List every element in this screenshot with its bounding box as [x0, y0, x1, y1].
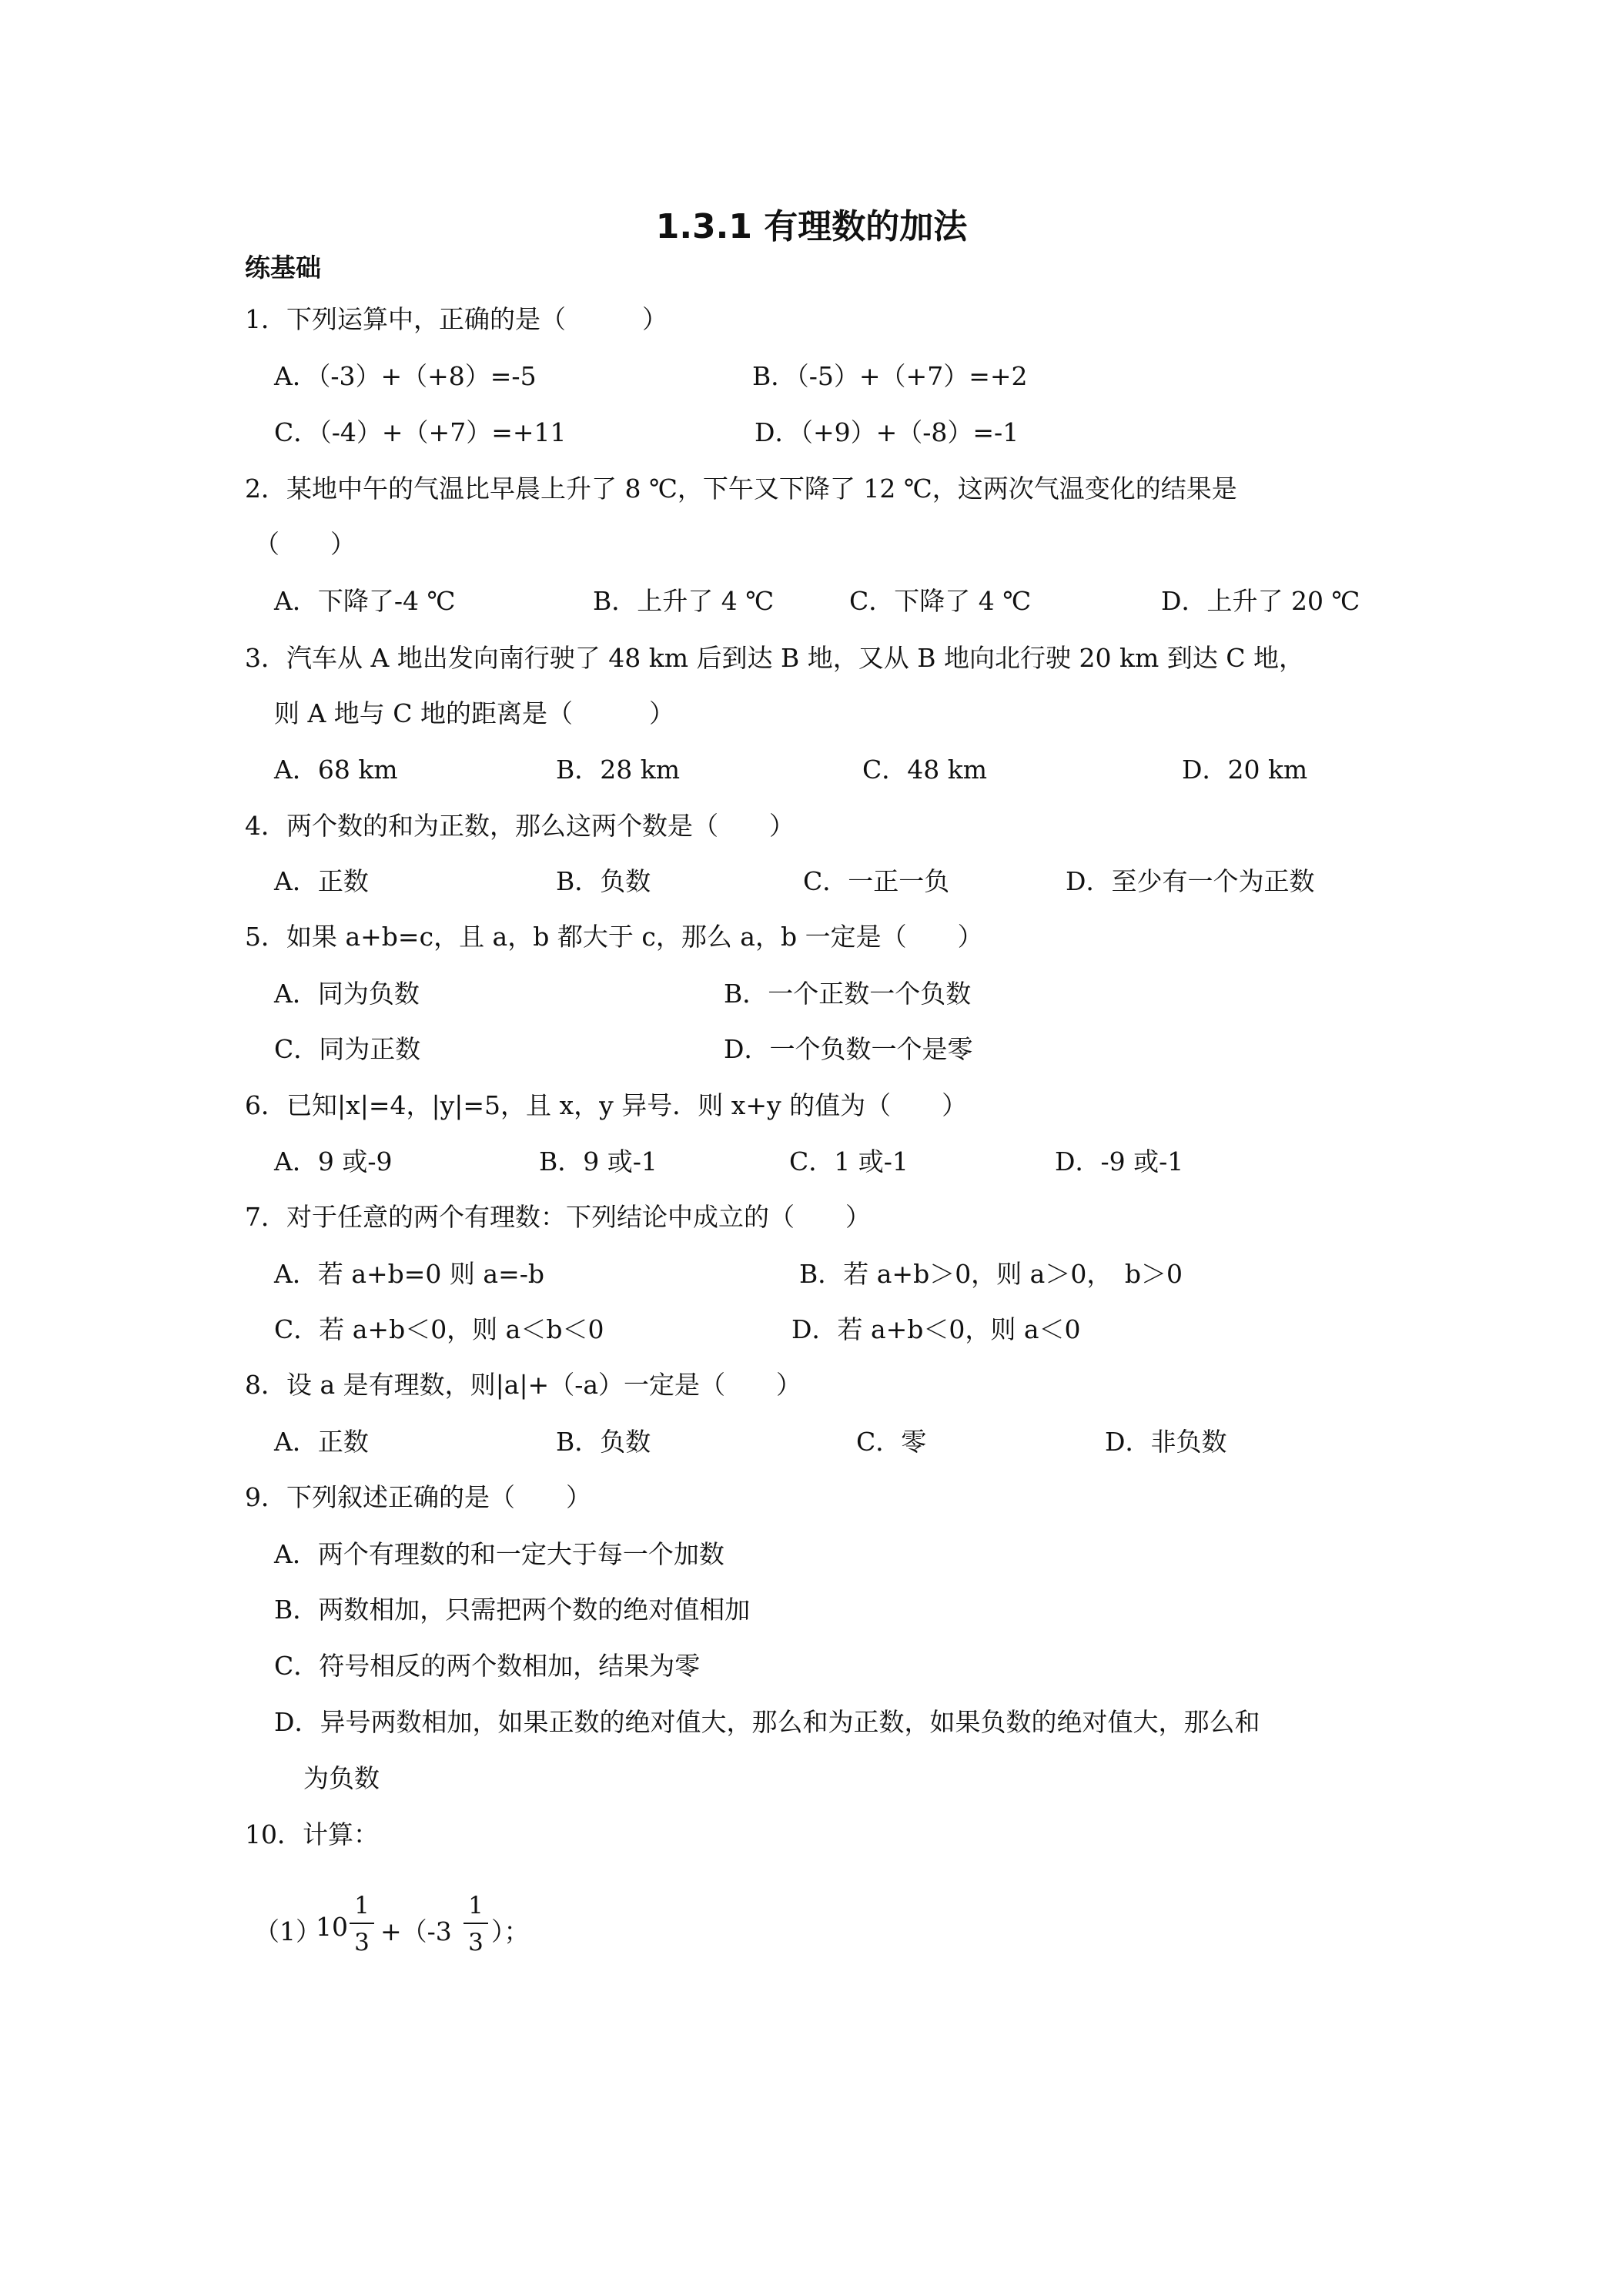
question-7-stem: 7．对于任意的两个有理数：下列结论中成立的（ ） [245, 1202, 871, 1232]
calc-item-1-label: （1） [254, 1916, 321, 1946]
question-9-stem: 9．下列叙述正确的是（ ） [245, 1482, 591, 1512]
question-4-option-c: C．一正一负 [803, 866, 950, 896]
question-5-option-a: A．同为负数 [274, 979, 420, 1009]
question-9-option-b: B．两数相加，只需把两个数的绝对值相加 [274, 1595, 751, 1625]
question-8-option-d: D．非负数 [1105, 1427, 1227, 1457]
question-2-option-a: A．下降了-4 ℃ [274, 586, 456, 616]
question-2-option-d: D．上升了 20 ℃ [1161, 586, 1360, 616]
question-4-stem: 4．两个数的和为正数，那么这两个数是（ ） [245, 811, 795, 841]
question-6-stem: 6．已知|x|=4，|y|=5，且 x，y 异号．则 x+y 的值为（ ） [245, 1090, 968, 1120]
question-9-option-a: A．两个有理数的和一定大于每一个加数 [274, 1539, 724, 1569]
question-5-option-b: B．一个正数一个负数 [724, 979, 972, 1009]
question-4-option-b: B．负数 [556, 866, 651, 896]
fraction-one-third-a: 1 3 [350, 1890, 374, 1958]
question-9-option-d-cont: 为负数 [303, 1763, 380, 1793]
question-7-option-b: B．若 a+b＞0，则 a＞0， b＞0 [799, 1259, 1183, 1289]
question-5-stem: 5．如果 a+b=c，且 a，b 都大于 c，那么 a，b 一定是（ ） [245, 922, 983, 952]
question-6-option-c: C．1 或-1 [789, 1146, 909, 1176]
question-1-option-a: A．（-3）+（+8）=-5 [274, 361, 537, 391]
question-5-option-c: C．同为正数 [274, 1034, 421, 1064]
question-2-stem-cont: （ ） [254, 529, 356, 559]
question-5-option-d: D．一个负数一个是零 [724, 1034, 973, 1064]
calc-item-1-operator: +（-3 [380, 1916, 452, 1946]
question-9-option-d: D．异号两数相加，如果正数的绝对值大，那么和为正数，如果负数的绝对值大，那么和 [274, 1707, 1260, 1737]
question-8-option-c: C．零 [856, 1427, 927, 1457]
page-title: 1.3.1 有理数的加法 [655, 207, 968, 246]
question-6-option-d: D．-9 或-1 [1055, 1146, 1184, 1176]
question-3-option-b: B．28 km [556, 755, 681, 785]
question-4-option-d: D．至少有一个为正数 [1066, 866, 1315, 896]
question-7-option-d: D．若 a+b＜0，则 a＜0 [791, 1314, 1081, 1344]
question-2-option-b: B．上升了 4 ℃ [593, 586, 775, 616]
question-8-option-b: B．负数 [556, 1427, 651, 1457]
question-10-stem: 10．计算： [245, 1819, 379, 1849]
question-7-option-c: C．若 a+b＜0，则 a＜b＜0 [274, 1314, 604, 1344]
question-3-stem: 3．汽车从 A 地出发向南行驶了 48 km 后到达 B 地，又从 B 地向北行驶 20 km 到达 C 地， [245, 643, 1304, 673]
question-6-option-a: A．9 或-9 [274, 1146, 393, 1176]
question-1-option-c: C．（-4）+（+7）=+11 [274, 417, 567, 447]
question-3-option-a: A．68 km [274, 755, 398, 785]
question-9-option-c: C．符号相反的两个数相加，结果为零 [274, 1651, 701, 1681]
question-2-option-c: C．下降了 4 ℃ [849, 586, 1032, 616]
calc-item-1-whole: 10 [316, 1912, 348, 1942]
question-2-stem: 2．某地中午的气温比早晨上升了 8 ℃，下午又下降了 12 ℃，这两次气温变化的结果是 [245, 474, 1237, 504]
fraction-one-third-b: 1 3 [463, 1890, 488, 1958]
question-1-option-b: B．（-5）+（+7）=+2 [752, 361, 1028, 391]
section-heading: 练基础 [245, 253, 321, 283]
question-1-option-d: D．（+9）+（-8）=-1 [755, 417, 1019, 447]
question-3-option-d: D．20 km [1182, 755, 1308, 785]
question-7-option-a: A．若 a+b=0 则 a=-b [274, 1259, 544, 1289]
question-8-option-a: A．正数 [274, 1427, 369, 1457]
question-8-stem: 8．设 a 是有理数，则|a|+（-a）一定是（ ） [245, 1370, 802, 1400]
question-6-option-b: B．9 或-1 [539, 1146, 658, 1176]
question-4-option-a: A．正数 [274, 866, 369, 896]
question-3-option-c: C．48 km [862, 755, 988, 785]
question-1-stem: 1．下列运算中，正确的是（ ） [245, 304, 668, 334]
question-3-stem-cont: 则 A 地与 C 地的距离是（ ） [274, 698, 675, 728]
calc-item-1-tail: ）； [491, 1916, 530, 1946]
